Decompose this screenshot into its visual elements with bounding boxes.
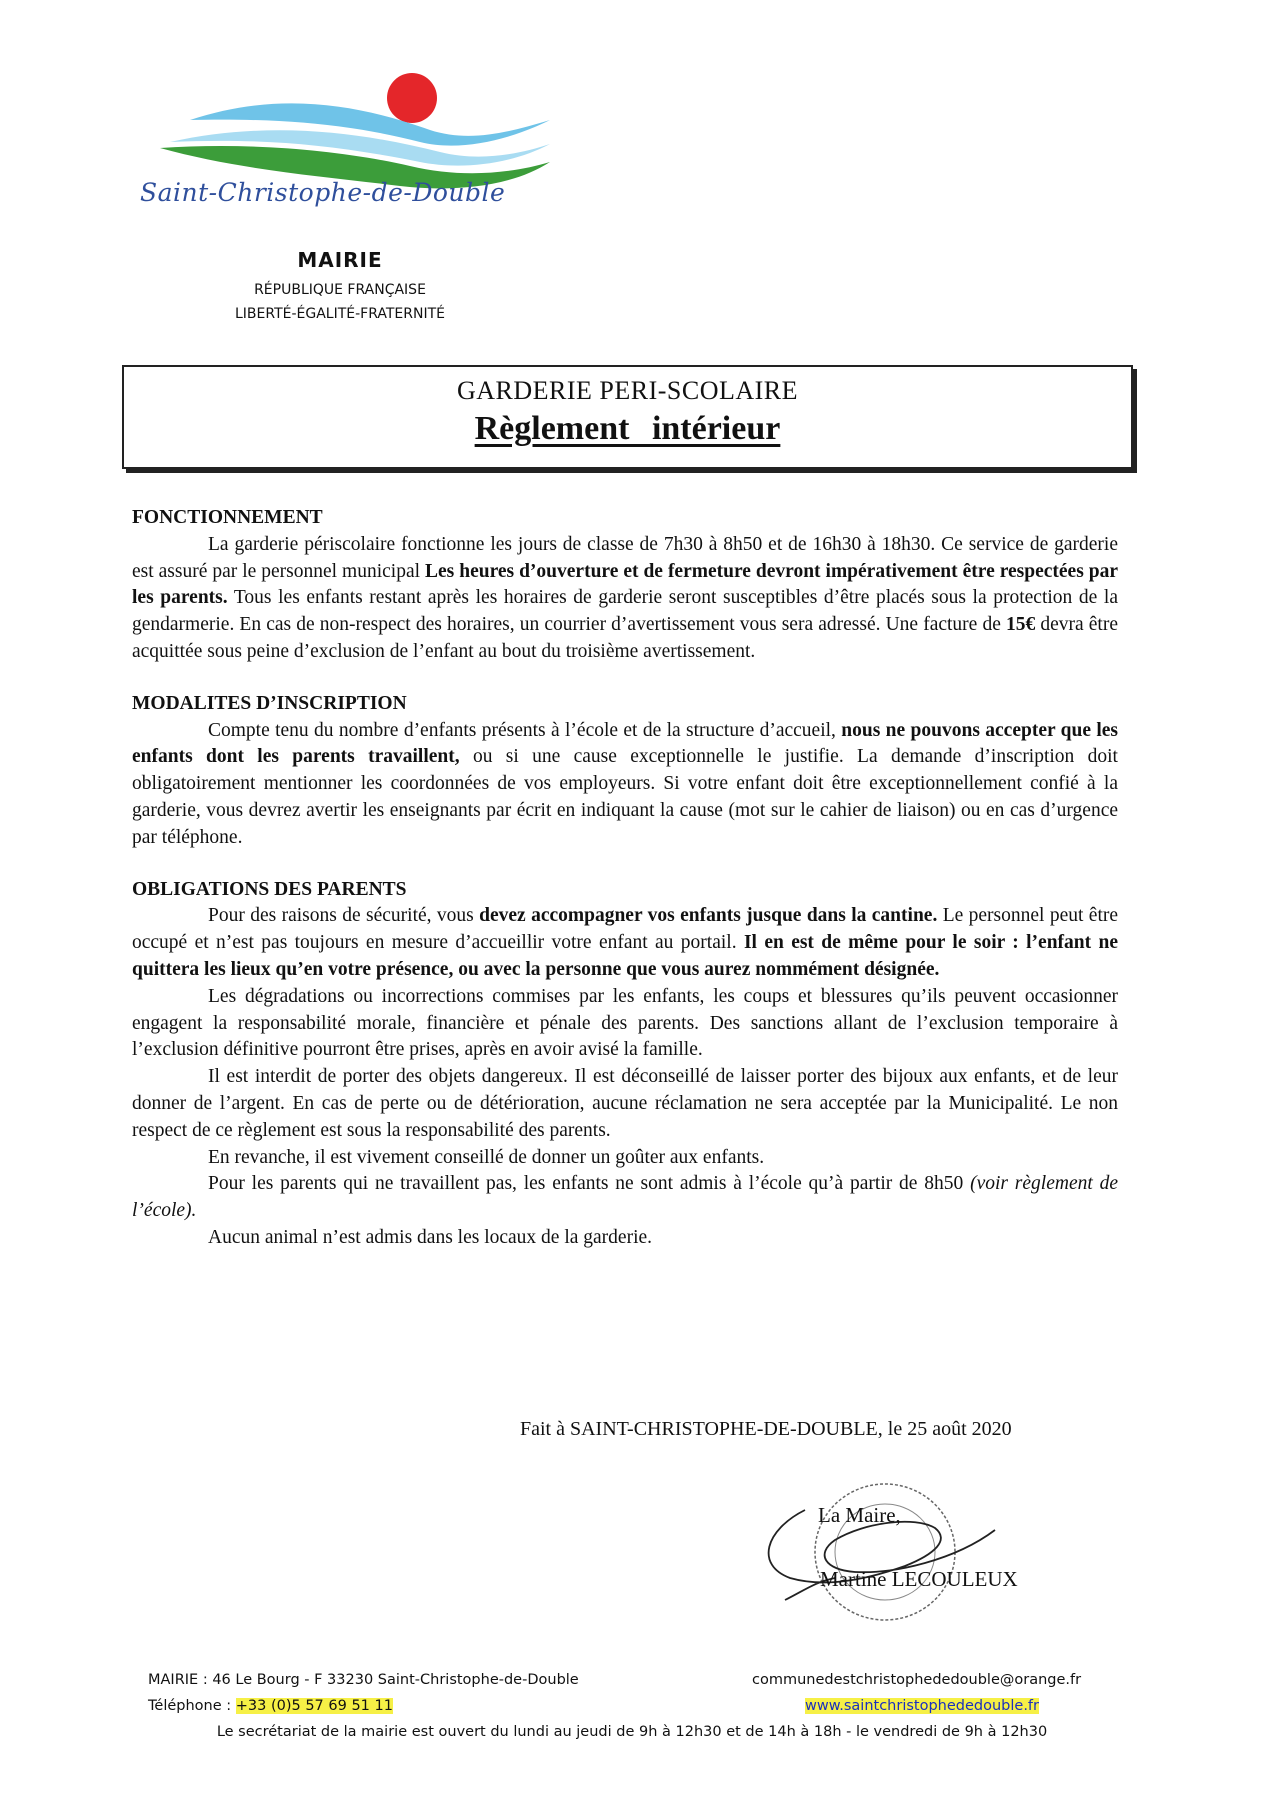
bold-text: devez accompagner vos enfants jusque dans la cantine. <box>479 905 938 927</box>
text: devra être acquittée sous peine d’exclusion de l’enfant au bout du troisième avertissement. <box>132 614 1118 662</box>
section-fonctionnement <box>132 505 1118 666</box>
website-link[interactable]: www.saintchristophededouble.fr <box>805 1698 1039 1714</box>
text: Compte tenu du nombre d’enfants présents à l’école et de la structure d’accueil, <box>208 719 842 741</box>
fait-a-date: Fait à SAINT-CHRISTOPHE-DE-DOUBLE, le 25 août 2020 <box>520 1418 1012 1440</box>
title-garderie: GARDERIE PERI-SCOLAIRE <box>456 376 799 405</box>
signer-name: Martine LECOULEUX <box>820 1567 1018 1591</box>
bold-text: 15€ <box>1005 614 1036 636</box>
section-obligations <box>132 877 1118 1252</box>
section-modalites <box>132 691 1118 852</box>
footer-website <box>805 1698 1039 1714</box>
paragraph <box>132 532 1118 666</box>
footer-hours: Le secrétariat de la mairie est ouvert du lundi au jeudi de 9h à 12h30 et de 14h à 18h - le vendredi de 9h à 12h30 <box>216 1724 1048 1740</box>
section-heading: OBLIGATIONS DES PARENTS <box>132 878 407 900</box>
text: Le personnel peut être occupé et n’est pas toujours en mesure d’accueillir votre enfant au portail. <box>132 905 1119 954</box>
document-title-box <box>122 365 1133 469</box>
signer-role: La Maire, <box>818 1503 901 1527</box>
paragraph: En revanche, il est vivement conseillé de donner un goûter aux enfants. <box>208 1146 765 1168</box>
paragraph: Il est interdit de porter des objets dangereux. Il est déconseillé de laisser porter des bijoux aux enfants, et de leur donner de l’argent. En cas de perte ou de détérioration, aucune réclamation ne sera acceptée par la Municipalité. Le non respect de ce règlement est sous la responsabilité des parents. <box>132 1066 1118 1141</box>
section-heading: FONCTIONNEMENT <box>132 507 323 528</box>
title-reglement: Règlement intérieur <box>474 410 781 447</box>
paragraph: Les dégradations ou incorrections commises par les enfants, les coups et blessures qu’ils peuvent occasionner engagent la responsabilité morale, financière et pénale des parents. Des sanctions allant de l’exclusion temporaire à l’exclusion définitive pourront être prises, après en avoir avisé la famille. <box>132 985 1118 1061</box>
mairie-title: MAIRIE <box>297 248 383 272</box>
paragraph <box>132 903 1118 983</box>
official-stamp <box>745 1470 1045 1630</box>
logo-sun <box>387 73 437 123</box>
footer-address: MAIRIE : 46 Le Bourg - F 33230 Saint-Christophe-de-Double <box>148 1672 579 1688</box>
document-body <box>132 505 1118 1277</box>
footer-email[interactable]: communedestchristophededouble@orange.fr <box>752 1672 1082 1688</box>
text: Pour les parents qui ne travaillent pas, les enfants ne sont admis à l’école qu’à partir de 8h50 <box>208 1173 971 1195</box>
italic-text: (voir règlement de l’école). <box>132 1173 1118 1222</box>
paragraph: Aucun animal n’est admis dans les locaux de la garderie. <box>208 1226 653 1248</box>
paragraph <box>132 1171 1118 1225</box>
mairie-header <box>180 248 500 326</box>
text: Pour des raisons de sécurité, vous <box>208 905 480 927</box>
bold-text: nous ne pouvons accepter que les enfants dont les parents travaillent, <box>132 719 1119 768</box>
bold-text: Les heures d’ouverture et de fermeture devront impérativement être respectées par les parents. <box>132 560 1119 609</box>
devise-text: LIBERTÉ-ÉGALITÉ-FRATERNITÉ <box>234 306 445 322</box>
republique-text: RÉPUBLIQUE FRANÇAISE <box>254 282 426 298</box>
text: La garderie périscolaire fonctionne les jours de classe de 7h30 à 8h50 et de 16h30 à 18h30. Ce service de garderie est assuré par le personnel municipal <box>132 533 1118 582</box>
bold-text: Il en est de même pour le soir : l’enfant ne quittera les lieux qu’en votre présence, ou avec la personne que vous aurez nommément désignée. <box>132 932 1118 980</box>
text: ou si une cause exceptionnelle le justifie. La demande d’inscription doit obligatoirement mentionner les coordonnées de vos employeurs. Si votre enfant doit être exceptionnellement confié à la garderie, vous devrez avertir les enseignants par écrit en indiquant la cause (mot sur le cahier de liaison) ou en cas d’urgence par téléphone. <box>132 746 1118 848</box>
paragraph <box>132 718 1118 852</box>
footer-phone-line <box>148 1698 393 1714</box>
signature-area <box>0 1410 1264 1640</box>
text: Tous les enfants restant après les horaires de garderie seront susceptibles d’être placés sous la protection de la gendarmerie. En cas de non-respect des horaires, un courrier d’avertissement vous sera adressé. Une facture de <box>132 587 1118 636</box>
section-heading: MODALITES D’INSCRIPTION <box>132 692 407 714</box>
logo-town-name: Saint-Christophe-de-Double <box>140 178 506 207</box>
phone-label: Téléphone : <box>148 1698 236 1714</box>
phone-number[interactable]: +33 (0)5 57 69 51 11 <box>235 1698 393 1714</box>
